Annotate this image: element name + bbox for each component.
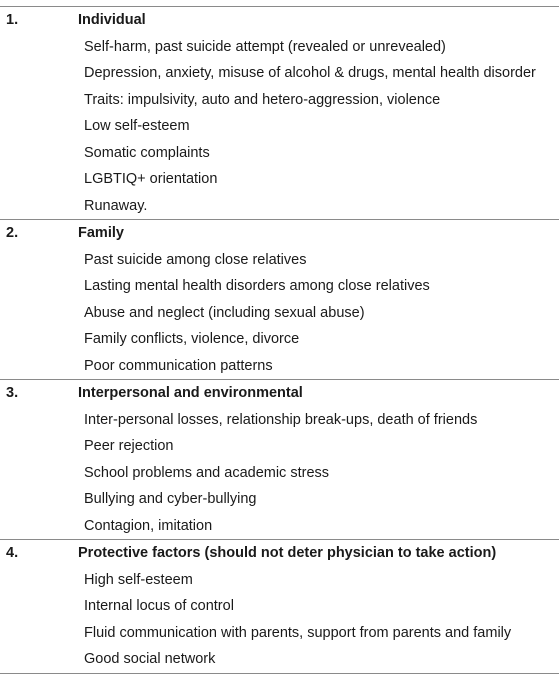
list-item: Family conflicts, violence, divorce [84, 331, 300, 348]
list-item: Somatic complaints [84, 144, 210, 161]
list-item: Runaway. [84, 197, 148, 214]
risk-factors-table [0, 6, 559, 674]
list-item: High self-esteem [84, 571, 193, 588]
section-title: Individual [78, 12, 146, 29]
list-item: Self-harm, past suicide attempt (revealed or unrevealed) [84, 38, 446, 55]
list-item: Bullying and cyber-bullying [84, 491, 257, 508]
list-item: School problems and academic stress [84, 464, 330, 481]
section-number: 1. [6, 12, 19, 29]
list-item: Contagion, imitation [84, 517, 213, 534]
section-number: 4. [6, 545, 19, 562]
list-item: Peer rejection [84, 438, 174, 455]
section-header-protective [0, 539, 559, 567]
list-item: Internal locus of control [84, 598, 234, 615]
list-item: Depression, anxiety, misuse of alcohol & drugs, mental health disorder [84, 65, 536, 82]
section-title: Family [78, 225, 124, 242]
section-number: 2. [6, 225, 19, 242]
list-item: Past suicide among close relatives [84, 251, 307, 268]
section-header-interpersonal [0, 379, 559, 407]
list-item: Traits: impulsivity, auto and hetero-aggression, violence [84, 91, 441, 108]
list-item: LGBTIQ+ orientation [84, 171, 218, 188]
list-item: Low self-esteem [84, 118, 190, 135]
section-header-individual [0, 7, 559, 34]
list-item: Abuse and neglect (including sexual abuse) [84, 304, 365, 321]
list-item: Good social network [84, 651, 216, 668]
section-header-family [0, 219, 559, 247]
list-item: Inter-personal losses, relationship break-ups, death of friends [84, 411, 478, 428]
section-title: Protective factors (should not deter physician to take action) [78, 545, 497, 562]
list-item: Poor communication patterns [84, 357, 273, 374]
list-item: Fluid communication with parents, support from parents and family [84, 624, 512, 641]
list-item: Lasting mental health disorders among close relatives [84, 278, 430, 295]
section-title: Interpersonal and environmental [78, 385, 303, 402]
section-number: 3. [6, 385, 19, 402]
